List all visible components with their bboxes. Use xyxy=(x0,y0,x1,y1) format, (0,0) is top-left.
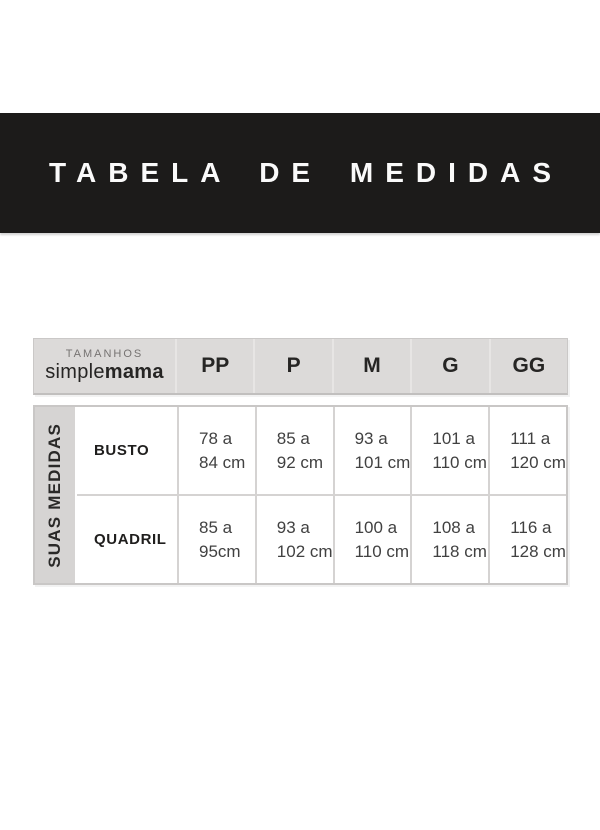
brand-text-bold: mama xyxy=(104,361,164,383)
size-header-pp: PP xyxy=(175,339,253,393)
cell-busto-g xyxy=(410,407,488,494)
value-line-2: 92 cm xyxy=(276,452,324,472)
value-line-1: 78 a xyxy=(199,429,233,449)
cell-busto-m xyxy=(333,407,411,494)
cell-quadril-m xyxy=(333,496,411,583)
value-line-1: 93 a xyxy=(354,429,388,449)
measurement-value xyxy=(277,427,323,474)
measurement-value xyxy=(432,427,487,474)
size-header-gg: GG xyxy=(489,339,567,393)
side-label-band xyxy=(35,407,75,583)
corner-caption: TAMANHOS xyxy=(65,348,144,360)
brand-logo xyxy=(45,361,164,384)
header-corner-cell xyxy=(34,339,175,393)
value-line-2: 128 cm xyxy=(510,541,566,561)
value-line-1: 93 a xyxy=(276,518,310,538)
value-line-2: 95cm xyxy=(199,541,241,561)
value-line-1: 101 a xyxy=(432,429,475,449)
value-line-1: 85 a xyxy=(276,429,310,449)
value-line-1: 108 a xyxy=(432,518,475,538)
measurement-value xyxy=(510,427,566,474)
cell-busto-gg xyxy=(488,407,566,494)
measurement-value xyxy=(432,516,487,563)
value-line-1: 100 a xyxy=(354,518,398,538)
cell-busto-pp xyxy=(177,407,255,494)
measurement-value xyxy=(199,427,245,474)
cell-quadril-g xyxy=(410,496,488,583)
table-body xyxy=(33,405,568,585)
value-line-1: 116 a xyxy=(510,518,552,538)
size-table xyxy=(33,338,568,585)
measurement-value xyxy=(199,516,241,563)
value-line-2: 118 cm xyxy=(432,541,487,561)
value-line-2: 101 cm xyxy=(354,452,411,472)
value-line-1: 85 a xyxy=(199,518,233,538)
value-line-1: 111 a xyxy=(510,429,551,449)
cell-quadril-p xyxy=(255,496,333,583)
row-label-busto: BUSTO xyxy=(94,442,150,459)
cell-quadril-pp xyxy=(177,496,255,583)
page-title: TABELA DE MEDIDAS xyxy=(49,157,563,188)
table-row-busto xyxy=(77,407,566,494)
cell-quadril-gg xyxy=(488,496,566,583)
measurement-value xyxy=(277,516,333,563)
table-grid xyxy=(75,407,566,583)
value-line-2: 102 cm xyxy=(276,541,333,561)
measurement-value xyxy=(510,516,566,563)
measurement-value xyxy=(355,427,411,474)
size-header-p: P xyxy=(253,339,331,393)
brand-text-regular: simple xyxy=(45,361,105,383)
value-line-2: 120 cm xyxy=(510,452,566,472)
side-label: SUAS MEDIDAS xyxy=(45,422,64,568)
table-row-quadril xyxy=(77,494,566,583)
table-header-row xyxy=(33,338,568,395)
value-line-2: 110 cm xyxy=(432,452,487,472)
measurement-value xyxy=(355,516,410,563)
title-banner xyxy=(0,113,600,233)
cell-busto-p xyxy=(255,407,333,494)
size-header-m: M xyxy=(332,339,410,393)
value-line-2: 84 cm xyxy=(199,452,246,472)
row-label-quadril: QUADRIL xyxy=(94,531,167,548)
size-header-g: G xyxy=(410,339,488,393)
value-line-2: 110 cm xyxy=(354,541,410,561)
